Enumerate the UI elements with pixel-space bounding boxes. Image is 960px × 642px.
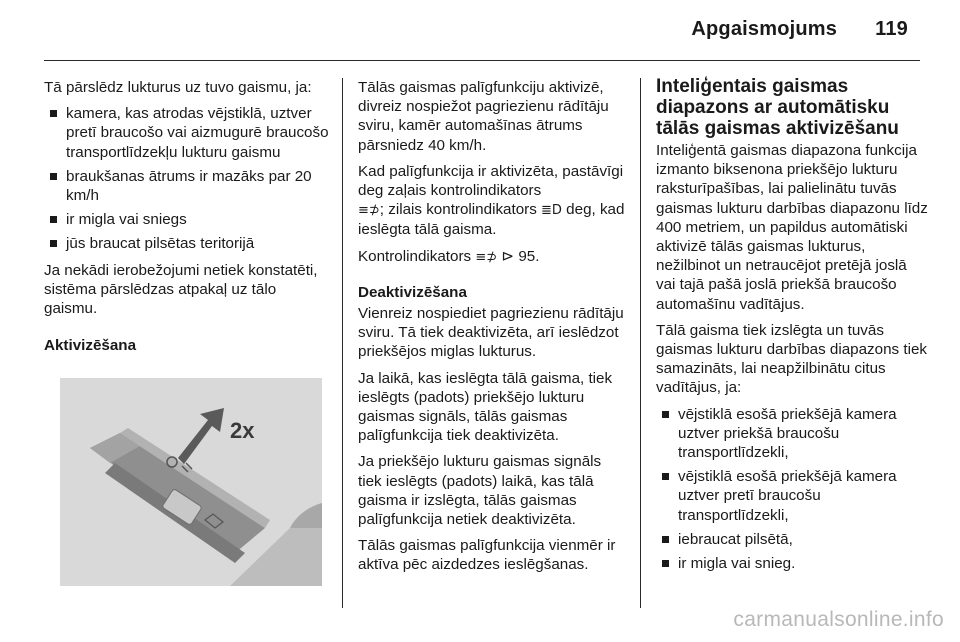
deactivation-heading: Deaktivizēšana [358, 283, 467, 301]
page-reference: ⊳ 95. [501, 247, 540, 265]
list-item: iebraucat pilsētā, [656, 530, 928, 549]
paragraph: Vienreiz nospiediet pagriezienu rādītāju sviru. Tā tiek deaktivizēta, arī ieslēdzot priekšējos miglas lukturus. [358, 305, 624, 361]
section-title: Inteliģentais gaismas diapazons ar automātisku tālās gaismas aktivizēšanu [656, 76, 899, 139]
list-item: vējstiklā esošā priekšējā kamera uztver priekšā braucošu transportlīdzekli, [656, 405, 928, 463]
paragraph: Tālā gaisma tiek izslēgta un tuvās gaismas lukturu darbības diapazons tiek samazināts, lai neapžilbinātu citus vadītājus, ja: [656, 321, 927, 397]
green-indicator-icon: ≡⊅ [358, 203, 380, 219]
reference-paragraph: Kontrolindikators ≡⊅ ⊳ 95. [358, 247, 540, 265]
page-number: 119 [875, 18, 908, 40]
paragraph: Ja priekšējo lukturu gaismas signāls tiek ieslēgts (padots) laikā, kas tālā gaisma ir izslēgta, tālās gaismas palīgfunkcija netiek deaktivizēta. [358, 453, 602, 529]
indicator-paragraph: Kad palīgfunkcija ir aktivizēta, pastāvīgi deg zaļais kontrolindikators ≡⊅; zilais kontrolindikators ≣D deg, kad ieslēgta tālā gaisma. [358, 162, 625, 239]
paragraph: Tālās gaismas palīgfunkciju aktivizē, divreiz nospiežot pagriezienu rādītāju sviru, kamēr automašīnas ātrums pārsniedz 40 km/h. [358, 79, 609, 154]
column-left [44, 78, 330, 357]
column-middle [358, 78, 626, 582]
list-item: ir migla vai sniegs [44, 210, 330, 229]
intro-paragraph: Tā pārslēdz lukturus uz tuvo gaismu, ja: [44, 79, 312, 96]
stalk-illustration [60, 378, 322, 586]
turn-signal-stalk-image [60, 378, 322, 586]
list-item: ir migla vai snieg. [656, 554, 928, 573]
conditions-list [44, 104, 330, 253]
paragraph: Inteliģentā gaismas diapazona funkcija izmanto biksenona priekšējo lukturu raksturīpašības, lai palielinātu tuvās gaismas lukturu darbības diapazonu līdz 400 metriem, un papildus automātiski aktivizē tālās gaismas lukturus, nežilbinot un netraucējot pretējā joslā vai tajā pašā joslā priekšā braucošo automašīnu vadītājus. [656, 142, 928, 313]
page-header [691, 18, 908, 41]
activation-heading: Aktivizēšana [44, 337, 137, 355]
list-item: vējstiklā esošā priekšējā kamera uztver pretī braucošu transportlīdzekli, [656, 467, 928, 525]
watermark: carmanualsonline.info [733, 608, 944, 631]
column-divider [342, 78, 343, 608]
header-rule [44, 60, 920, 61]
high-beam-indicator-icon: ≣D [541, 203, 562, 219]
list-item: kamera, kas atrodas vējstiklā, uztver pretī braucošo vai aizmugurē braucošo transportlīdzekļu lukturu gaismu [44, 104, 330, 162]
green-indicator-icon: ≡⊅ [475, 249, 498, 265]
paragraph: Ja nekādi ierobežojumi netiek konstatēti, sistēma pārslēdzas atpakaļ uz tālo gaismu. [44, 261, 318, 318]
paragraph: Ja laikā, kas ieslēgta tālā gaisma, tiek ieslēgts (padots) priekšējo lukturu gaismas signāls, tālās gaismas palīgfunkcija tiek deaktivizēta. [358, 369, 613, 445]
list-item: braukšanas ātrums ir mazāks par 20 km/h [44, 167, 330, 205]
conditions-list [656, 405, 928, 574]
list-item: jūs braucat pilsētas teritorijā [44, 234, 330, 253]
paragraph: Tālās gaismas palīgfunkcija vienmēr ir aktīva pēc aizdedzes ieslēgšanas. [358, 537, 616, 574]
double-press-label: 2x [230, 418, 255, 443]
column-divider [640, 78, 641, 608]
column-right [656, 78, 928, 580]
page-title: Apgaismojums [691, 18, 838, 40]
